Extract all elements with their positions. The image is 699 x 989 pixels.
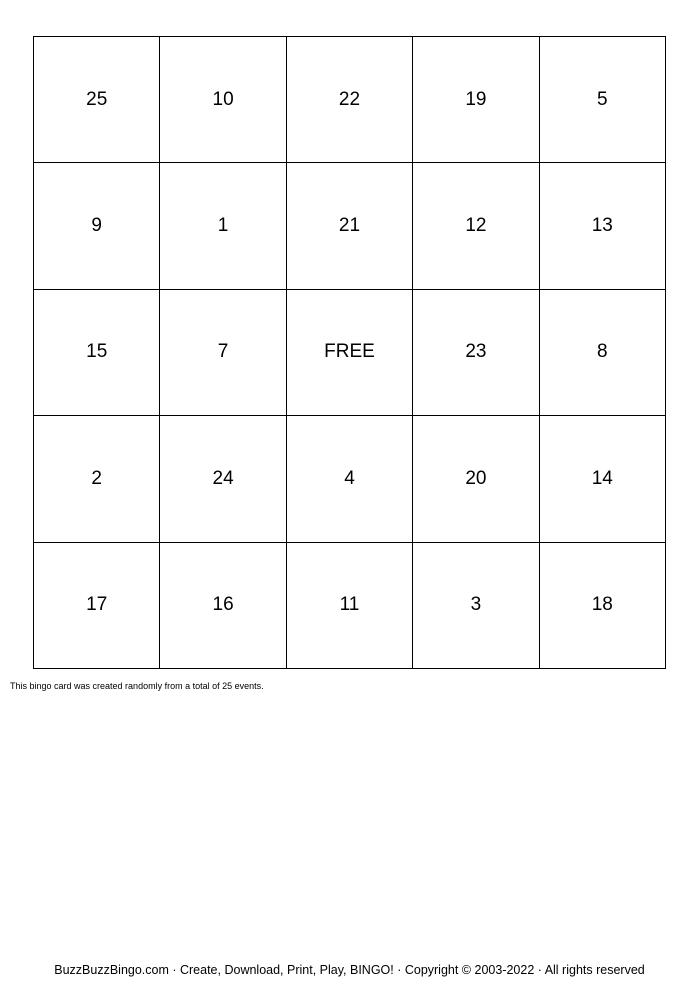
bingo-cell: 3: [413, 543, 539, 669]
bingo-cell: 10: [160, 37, 286, 163]
bingo-cell: 2: [34, 416, 160, 542]
bingo-cell: 23: [413, 290, 539, 416]
bingo-cell: 17: [34, 543, 160, 669]
bingo-cell: 5: [540, 37, 666, 163]
footer-copyright: BuzzBuzzBingo.com · Create, Download, Print, Play, BINGO! · Copyright © 2003-2022 · All rights reserved: [54, 963, 645, 977]
bingo-cell: 21: [287, 163, 413, 289]
bingo-card-grid: [33, 36, 666, 669]
bingo-cell: 12: [413, 163, 539, 289]
bingo-cell: 25: [34, 37, 160, 163]
bingo-cell: 4: [287, 416, 413, 542]
bingo-cell-free: FREE: [287, 290, 413, 416]
bingo-cell: 19: [413, 37, 539, 163]
bingo-cell: 11: [287, 543, 413, 669]
bingo-cell: 20: [413, 416, 539, 542]
bingo-cell: 1: [160, 163, 286, 289]
bingo-cell: 7: [160, 290, 286, 416]
bingo-cell: 13: [540, 163, 666, 289]
bingo-cell: 24: [160, 416, 286, 542]
bingo-cell: 16: [160, 543, 286, 669]
bingo-cell: 15: [34, 290, 160, 416]
bingo-cell: 8: [540, 290, 666, 416]
card-generation-note: This bingo card was created randomly from a total of 25 events.: [10, 681, 264, 691]
bingo-cell: 18: [540, 543, 666, 669]
bingo-cell: 22: [287, 37, 413, 163]
bingo-cell: 9: [34, 163, 160, 289]
bingo-cell: 14: [540, 416, 666, 542]
